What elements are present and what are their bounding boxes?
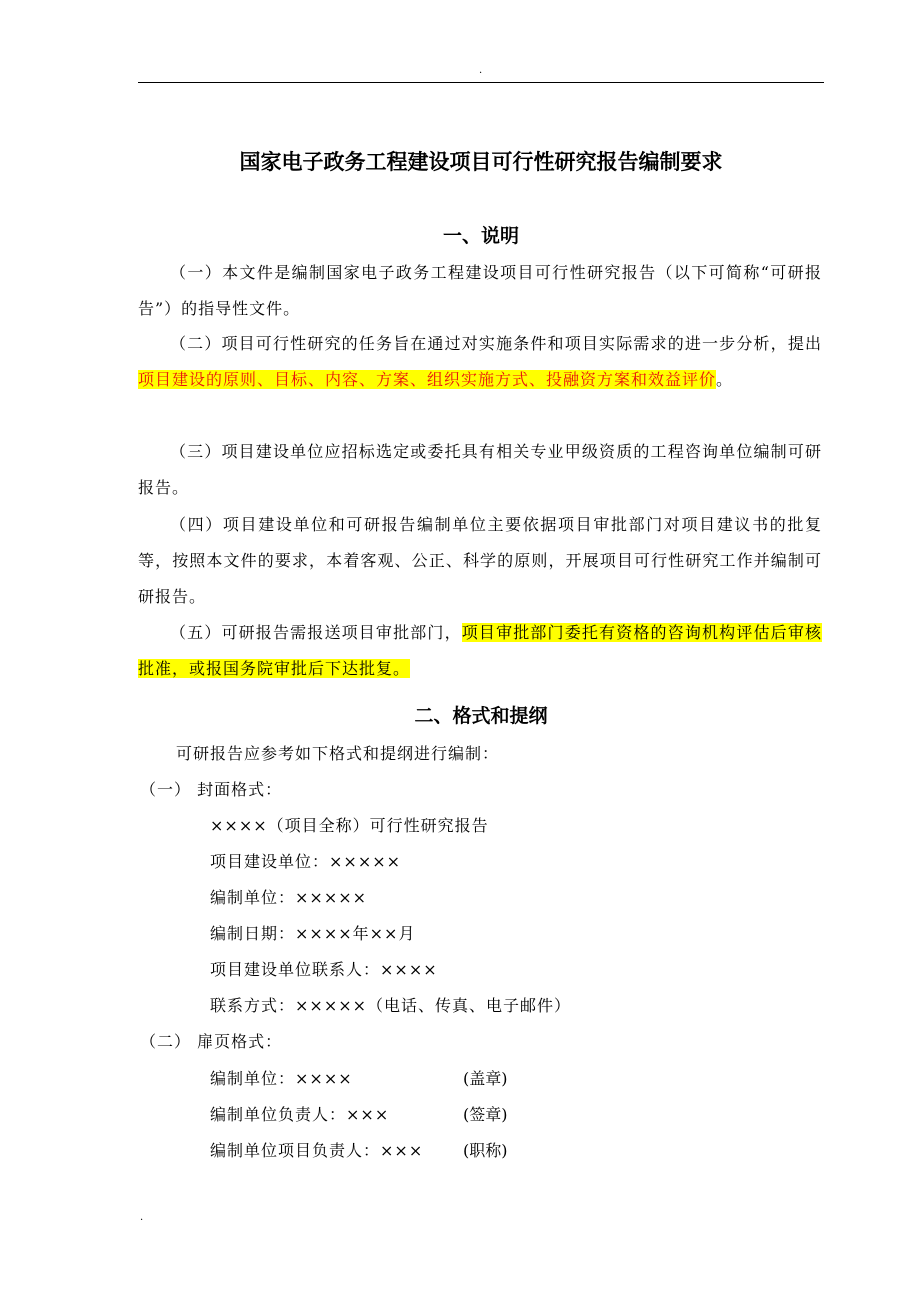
paragraph-2 [138, 326, 822, 398]
footer-mark: . [140, 1212, 144, 1223]
format-intro: 可研报告应参考如下格式和提纲进行编制： [176, 744, 500, 763]
cover-line: ××××（项目全称）可行性研究报告 [210, 816, 489, 835]
title-page-note: (签章) [463, 1105, 508, 1124]
title-page-line: 编制单位：×××× [210, 1069, 353, 1088]
cover-line: 项目建设单位：××××× [210, 852, 402, 871]
cover-line: 项目建设单位联系人：×××× [210, 960, 438, 979]
paragraph-1: （一）本文件是编制国家电子政务工程建设项目可行性研究报告（以下可简称“可研报告”）的指导性文件。 [138, 263, 822, 318]
paragraph-2-text: （二）项目可行性研究的任务旨在通过对实施条件和项目实际需求的进一步分析，提出 [170, 334, 822, 353]
paragraph-5-text: （五）可研报告需报送项目审批部门， [170, 623, 462, 642]
title-page-note: (盖章) [463, 1069, 508, 1088]
paragraph-2-highlight: 项目建设的原则、目标、内容、方案、组织实施方式、投融资方案和效益评价 [138, 370, 717, 389]
cover-line: 联系方式：×××××（电话、传真、电子邮件） [210, 996, 572, 1015]
paragraph-5-highlight: 项目审批部门委托有资格的咨询机构评估后审核批准，或报国务院审批后下达批复。 [138, 623, 822, 678]
cover-line: 编制单位：××××× [210, 888, 368, 907]
header-rule [138, 82, 824, 83]
title-page-note: (职称) [463, 1141, 508, 1160]
cover-line: 编制日期：××××年××月 [210, 924, 416, 943]
paragraph-4: （四）项目建设单位和可研报告编制单位主要依据项目审批部门对项目建议书的批复等，按照本文件的要求，本着客观、公正、科学的原则，开展项目可行性研究工作并编制可研报告。 [138, 515, 822, 606]
document-title: 国家电子政务工程建设项目可行性研究报告编制要求 [239, 150, 723, 174]
paragraph-3: （三）项目建设单位应招标选定或委托具有相关专业甲级资质的工程咨询单位编制可研报告。 [138, 442, 822, 497]
cover-format-label: （一） 封面格式： [140, 780, 283, 799]
section-heading-2: 二、格式和提纲 [414, 705, 548, 727]
title-page-line: 编制单位负责人：××× [210, 1105, 390, 1124]
title-page-line: 编制单位项目负责人：××× [210, 1141, 424, 1160]
title-page-format-label: （二） 扉页格式： [140, 1032, 283, 1051]
section-heading-1: 一、说明 [442, 225, 519, 247]
header-mark: . [479, 65, 483, 76]
paragraph-2-end: 。 [716, 370, 734, 389]
paragraph-5 [138, 615, 822, 687]
